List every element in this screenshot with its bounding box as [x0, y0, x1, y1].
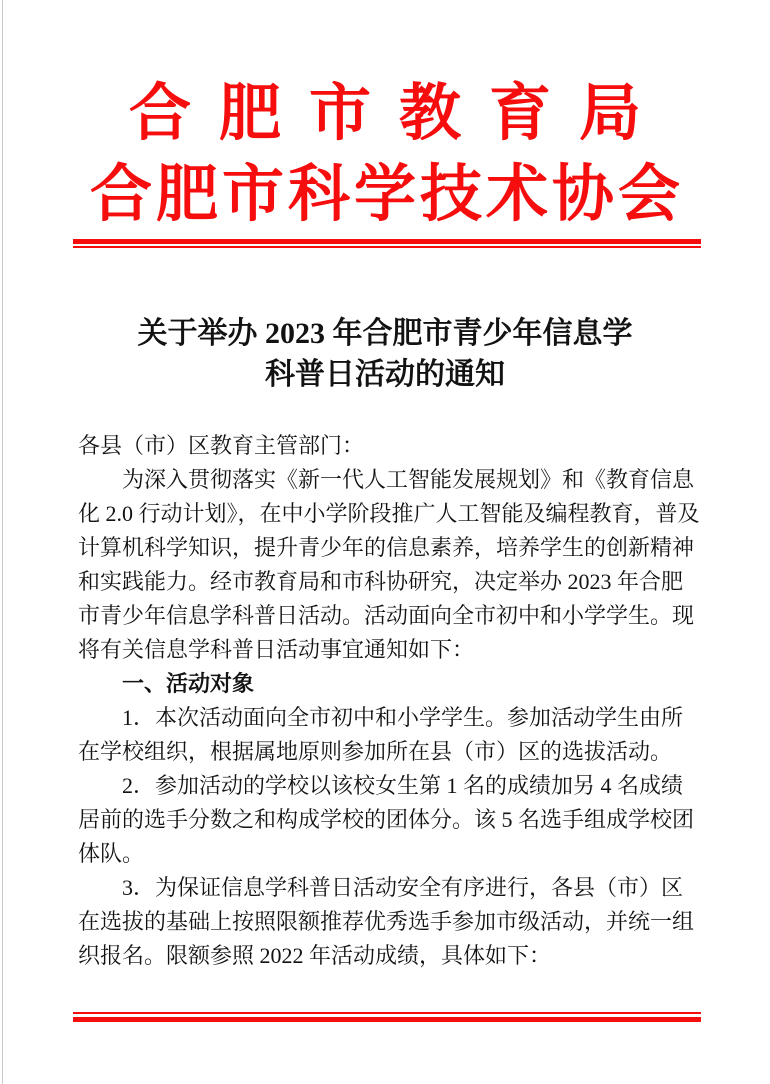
body-line: 化 2.0 行动计划》，在中小学阶段推广人工智能及编程教育，普及 — [78, 501, 700, 526]
body-line: 1．本次活动面向全市初中和小学学生。参加活动学生由所 — [122, 705, 684, 730]
title-line-2: 科普日活动的通知 — [265, 358, 505, 391]
body-line: 居前的选手分数之和构成学校的团体分。该 5 名选手组成学校团 — [78, 807, 695, 832]
body-line: 织报名。限额参照 2022 年活动成绩，具体如下： — [78, 943, 552, 968]
body-line: 在选拔的基础上按照限额推荐优秀选手参加市级活动，并统一组 — [78, 909, 695, 934]
body-line: 和实践能力。经市教育局和市科协研究，决定举办 2023 年合肥 — [78, 569, 684, 594]
letterhead — [0, 74, 770, 236]
body-line: 2．参加活动的学校以该校女生第 1 名的成绩加另 4 名成绩 — [122, 773, 684, 798]
body-line: 为深入贯彻落实《新一代人工智能发展规划》和《教育信息 — [122, 467, 695, 492]
document-body — [78, 429, 704, 973]
org-name-line-1 — [0, 74, 770, 155]
org-name-line-1-text: 合肥市教育局 — [128, 80, 669, 148]
salutation-line: 各县（市）区教育主管部门： — [78, 433, 365, 458]
org-name-line-2 — [0, 155, 770, 236]
header-divider-rule — [73, 239, 701, 248]
footer-divider-rule — [73, 1012, 701, 1022]
body-line: 在学校组织，根据属地原则参加所在县（市）区的选拔活动。 — [78, 739, 673, 764]
org-name-line-2-text: 合肥市科学技术协会 — [89, 161, 684, 229]
title-line-1: 关于举办 2023 年合肥市青少年信息学 — [137, 317, 633, 350]
body-line: 将有关信息学科普日活动事宜通知如下： — [78, 637, 475, 662]
header-rule-thin-bar — [73, 246, 701, 248]
body-line: 市青少年信息学科普日活动。活动面向全市初中和小学学生。现 — [78, 603, 695, 628]
document-title — [0, 313, 770, 395]
footer-rule-thick-bar — [73, 1017, 701, 1022]
body-line: 体队。 — [78, 841, 145, 866]
body-line: 3．为保证信息学科普日活动安全有序进行，各县（市）区 — [122, 875, 684, 900]
body-line: 计算机科学知识，提升青少年的信息素养，培养学生的创新精神 — [78, 535, 695, 560]
section-heading: 一、活动对象 — [122, 671, 255, 696]
